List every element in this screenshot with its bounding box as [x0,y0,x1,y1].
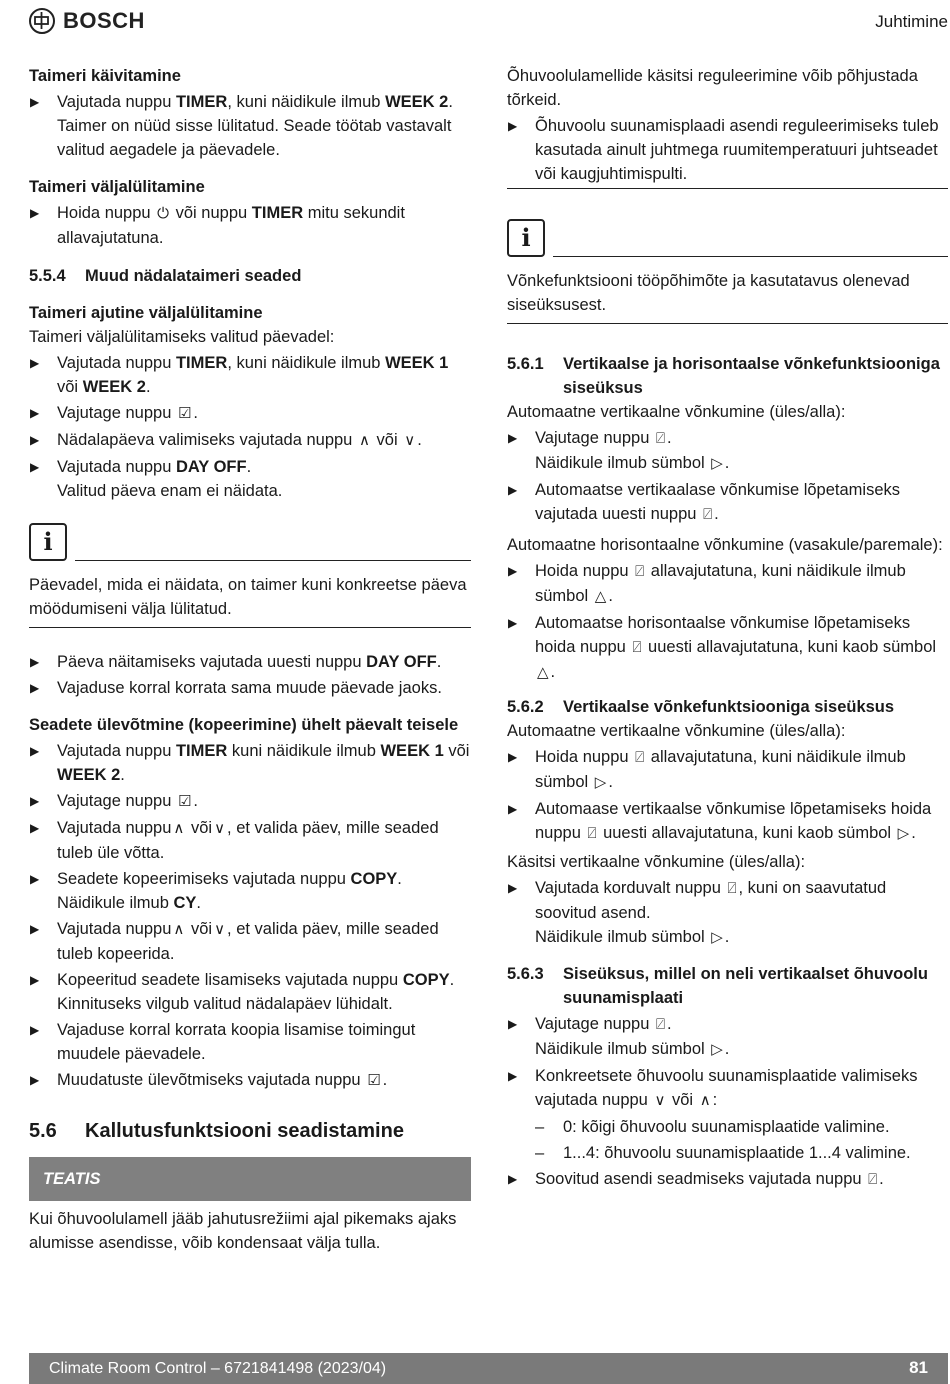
list-item: ▶ Konkreetsete õhuvoolu suunamisplaatide valimiseks vajutada nuppu ∨ või ∧ : – 0: kõigi õhuvoolu suunamisplaatide valimine. – 1...4: õhuvoolu suunamisplaatide 1...4 valimine. [507,1064,948,1165]
heading-5-6-1: 5.6.1 Vertikaalse ja horisontaalse võnkefunktsiooniga siseüksus [507,355,940,397]
bosch-logo [29,8,145,34]
swing-icon: ⍁ [727,880,737,897]
note-text: Võnkefunktsiooni tööpõhimõte ja kasutatavus olenevad siseüksusest. [507,269,948,324]
vertical-swing-icon: ▷ [711,1041,723,1058]
up-icon: ∧ [173,820,185,837]
list-item: ▶ Nädalapäeva valimiseks vajutada nuppu ∧ või ∨ . [29,428,471,453]
vertical-swing-icon: ▷ [594,774,607,791]
list-item: ▶ Vajutada nuppu TIMER, kuni näidikule ilmub WEEK 2. Taimer on nüüd sisse lülitatud. Seade töötab vastavalt valitud aegadele ja päevadele. [29,90,471,162]
temp-off-list [29,351,471,503]
list-item: ▶ Vajutada nuppu TIMER kuni näidikule ilmub WEEK 1 või WEEK 2. [29,739,471,787]
page-header [0,0,950,44]
footer-text: Climate Room Control – 6721841498 (2023/04) [49,1360,387,1377]
swing-icon: ⍁ [655,1016,665,1033]
up-icon: ∧ [358,432,370,449]
copy-list [29,739,471,1093]
s1-list-a [507,426,948,527]
paragraph: Automaatne horisontaalne võnkumine (vasakule/paremale): [507,536,943,554]
info-note [29,521,471,628]
down-icon: ∨ [654,1092,666,1109]
info-icon: i [507,219,545,257]
list-item: ▶ Vajaduse korral korrata koopia lisamise toimingut muudele päevadele. [29,1018,471,1066]
list-item: ▶ Päeva näitamiseks vajutada uuesti nuppu DAY OFF. [29,650,471,674]
check-icon: ☑ [177,793,192,810]
notice-list [507,114,948,189]
section-title: Juhtimine [875,12,948,31]
list-item: ▶ Seadete kopeerimiseks vajutada nuppu COPY. Näidikule ilmub CY. [29,867,471,915]
bosch-armature-icon [29,8,55,34]
heading-5-6: 5.6 Kallutusfunktsiooni seadistamine [29,1120,404,1142]
list-item: ▶ Hoida nuppu ⍁ allavajutatuna, kuni näidikule ilmub sümbol ▷ . [507,745,948,795]
paragraph: Käsitsi vertikaalne võnkumine (üles/alla): [507,853,806,871]
s2-list-a [507,745,948,846]
heading-5-6-2: 5.6.2 Vertikaalse võnkefunktsiooniga siseüksus [507,698,895,716]
brand-name: BOSCH [63,8,145,33]
swing-icon: ⍁ [703,506,713,523]
list-item: ▶ Automaase vertikaalse võnkumise lõpetamiseks hoida nuppu ⍁ uuesti allavajutatuna, kuni kaob sümbol ▷ . [507,797,948,846]
list-item: ▶ Vajutada nuppu ∧ või ∨ , et valida päev, mille seaded tuleb üle võtta. [29,816,471,865]
swing-icon: ⍁ [632,639,642,656]
heading-timer-temp-off: Taimeri ajutine väljalülitamine [29,304,263,322]
heading-5-6-3: 5.6.3 Siseüksus, millel on neli vertikaalset õhuvoolu suunamisplaati [507,965,928,1007]
power-icon: ⏻ [157,205,170,222]
note-text: Päevadel, mida ei näidata, on taimer kuni konkreetse päeva möödumiseni välja lülitatud. [29,573,471,628]
list-item: ▶ Vajaduse korral korrata sama muude päevade jaoks. [29,676,471,700]
heading-timer-stop: Taimeri väljalülitamine [29,178,205,196]
up-icon: ∧ [699,1092,711,1109]
page-footer [29,1353,948,1384]
show-day-list [29,650,471,700]
vertical-swing-icon: ▷ [897,825,910,842]
check-icon: ☑ [367,1072,381,1089]
list-item: ▶ Automaatse horisontaalse võnkumise lõpetamiseks hoida nuppu ⍁ uuesti allavajutatuna, kuni kaob sümbol △ . [507,611,948,685]
list-item: – 1...4: õhuvoolu suunamisplaatide 1...4 valimine. [535,1141,948,1165]
swing-icon: ⍁ [635,563,645,580]
list-item: – 0: kõigi õhuvoolu suunamisplaatide valimine. [535,1115,948,1139]
list-item: ▶ Soovitud asendi seadmiseks vajutada nuppu ⍁ . [507,1167,948,1192]
temp-intro: Taimeri väljalülitamiseks valitud päevadel: [29,328,335,346]
swing-icon: ⍁ [655,430,665,447]
notice-label: TEATIS [29,1157,471,1201]
swing-icon: ⍁ [868,1171,878,1188]
down-icon: ∨ [404,432,416,449]
left-column [29,64,471,1255]
notice-text: Kui õhuvoolulamell jääb jahutusrežiimi ajal pikemaks ajaks alumisse asendisse, võib kondensaat välja tulla. [29,1210,457,1252]
horizontal-swing-icon: △ [537,664,549,681]
down-icon: ∨ [214,921,226,938]
list-item: ▶ Vajutage nuppu ⍁ . Näidikule ilmub sümbol ▷ . [507,426,948,476]
horizontal-swing-icon: △ [594,588,607,605]
info-note [507,217,948,324]
list-item: ▶ Vajutage nuppu ☑ . [29,401,471,426]
list-item: ▶ Vajutage nuppu ☑ . [29,789,471,814]
right-column [507,64,948,1194]
s3-sublist [535,1115,948,1165]
list-item: ▶ Õhuvoolu suunamisplaadi asendi reguleerimiseks tuleb kasutada ainult juhtmega ruumitemperatuuri juhtseadet või kaugjuhtimispulti. [507,114,948,186]
list-item: ▶ Hoida nuppu ⏻ või nuppu TIMER mitu sekundit allavajutatuna. [29,201,471,250]
list-item: ▶ Hoida nuppu ⍁ allavajutatuna, kuni näidikule ilmub sümbol △ . [507,559,948,609]
notice-continued: Õhuvoolulamellide käsitsi reguleerimine võib põhjustada tõrkeid. [507,67,918,109]
list-item: ▶ Vajutada korduvalt nuppu ⍁ , kuni on saavutatud soovitud asend. Näidikule ilmub sümbol ▷ . [507,876,948,950]
down-icon: ∨ [214,820,226,837]
s3-list [507,1012,948,1192]
vertical-swing-icon: ▷ [711,929,723,946]
vertical-swing-icon: ▷ [711,455,723,472]
list-item: ▶ Vajutage nuppu ⍁ . Näidikule ilmub sümbol ▷ . [507,1012,948,1062]
heading-timer-start: Taimeri käivitamine [29,67,181,85]
list-item: ▶ Kopeeritud seadete lisamiseks vajutada nuppu COPY. Kinnituseks vilgub valitud nädalapäev lühidalt. [29,968,471,1016]
heading-copy-settings: Seadete ülevõtmine (kopeerimine) ühelt päevalt teisele [29,716,459,734]
paragraph: Automaatne vertikaalne võnkumine (üles/alla): [507,722,846,740]
s1-list-b [507,559,948,685]
heading-5-5-4: 5.5.4 Muud nädalataimeri seaded [29,267,302,285]
s2-list-b [507,876,948,950]
timer-stop-list [29,201,471,250]
list-item: ▶ Vajutada nuppu ∧ või ∨ , et valida päev, mille seaded tuleb kopeerida. [29,917,471,966]
check-icon: ☑ [177,405,192,422]
up-icon: ∧ [173,921,185,938]
timer-start-list [29,90,471,162]
list-item: ▶ Muudatuste ülevõtmiseks vajutada nuppu ☑ . [29,1068,471,1093]
list-item: ▶ Vajutada nuppu DAY OFF. Valitud päeva enam ei näidata. [29,455,471,503]
swing-icon: ⍁ [635,749,645,766]
page-number: 81 [909,1358,928,1377]
info-icon: i [29,523,67,561]
swing-icon: ⍁ [587,825,597,842]
paragraph: Automaatne vertikaalne võnkumine (üles/alla): [507,403,846,421]
list-item: ▶ Vajutada nuppu TIMER, kuni näidikule ilmub WEEK 1 või WEEK 2. [29,351,471,399]
list-item: ▶ Automaatse vertikaalase võnkumise lõpetamiseks vajutada uuesti nuppu ⍁ . [507,478,948,527]
